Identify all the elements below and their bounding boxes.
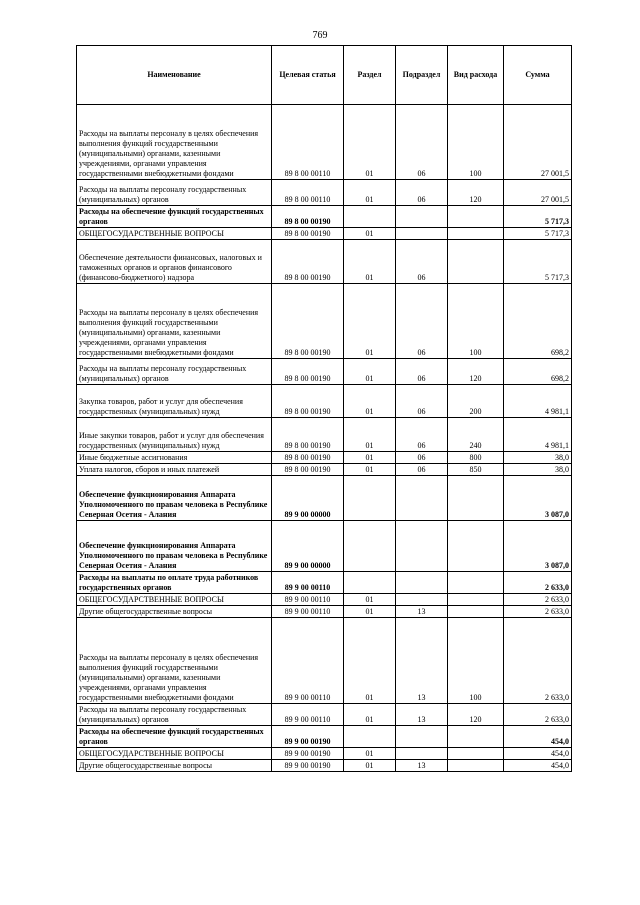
header-section: Раздел — [344, 46, 396, 105]
row-expense-type — [448, 606, 504, 618]
header-expense-type: Вид расхода — [448, 46, 504, 105]
row-target-article: 89 9 00 00110 — [272, 606, 344, 618]
row-subsection: 06 — [396, 284, 448, 359]
row-section: 01 — [344, 240, 396, 284]
row-target-article: 89 9 00 00000 — [272, 521, 344, 572]
row-name: ОБЩЕГОСУДАРСТВЕННЫЕ ВОПРОСЫ — [77, 594, 272, 606]
row-expense-type — [448, 572, 504, 594]
row-subsection: 13 — [396, 760, 448, 772]
row-sum: 454,0 — [504, 760, 572, 772]
row-expense-type: 100 — [448, 284, 504, 359]
row-sum: 5 717,3 — [504, 228, 572, 240]
row-target-article: 89 9 00 00190 — [272, 760, 344, 772]
row-section: 01 — [344, 228, 396, 240]
row-expense-type — [448, 748, 504, 760]
row-expense-type — [448, 594, 504, 606]
row-subsection — [396, 521, 448, 572]
row-subsection — [396, 228, 448, 240]
table-row — [77, 704, 572, 726]
row-subsection — [396, 748, 448, 760]
row-section: 01 — [344, 359, 396, 385]
row-sum: 38,0 — [504, 464, 572, 476]
row-name: Уплата налогов, сборов и иных платежей — [77, 464, 272, 476]
row-subsection — [396, 206, 448, 228]
header-name: Наименование — [77, 46, 272, 105]
row-sum: 4 981,1 — [504, 385, 572, 418]
row-expense-type — [448, 240, 504, 284]
row-target-article: 89 8 00 00190 — [272, 359, 344, 385]
row-expense-type: 100 — [448, 618, 504, 704]
row-subsection: 06 — [396, 418, 448, 452]
row-target-article: 89 8 00 00190 — [272, 418, 344, 452]
row-target-article: 89 8 00 00190 — [272, 452, 344, 464]
row-target-article: 89 8 00 00190 — [272, 385, 344, 418]
table-row — [77, 452, 572, 464]
row-sum: 3 087,0 — [504, 476, 572, 521]
row-expense-type — [448, 521, 504, 572]
row-name: Расходы на выплаты персоналу в целях обеспечения выполнения функций государственными (муниципальными) органами, казенными учреждениями, органами управления государственными внебюджетными фондами — [77, 284, 272, 359]
row-expense-type: 120 — [448, 359, 504, 385]
table-row — [77, 726, 572, 748]
table-row — [77, 521, 572, 572]
row-expense-type — [448, 726, 504, 748]
row-section — [344, 476, 396, 521]
row-sum: 2 633,0 — [504, 594, 572, 606]
budget-table — [76, 45, 572, 772]
row-expense-type: 850 — [448, 464, 504, 476]
row-section: 01 — [344, 284, 396, 359]
row-section: 01 — [344, 180, 396, 206]
row-section: 01 — [344, 760, 396, 772]
row-sum: 2 633,0 — [504, 606, 572, 618]
table-row — [77, 385, 572, 418]
row-subsection — [396, 594, 448, 606]
table-header-row — [77, 46, 572, 105]
row-target-article: 89 9 00 00110 — [272, 704, 344, 726]
row-section: 01 — [344, 748, 396, 760]
row-expense-type: 120 — [448, 704, 504, 726]
row-expense-type — [448, 228, 504, 240]
row-subsection: 13 — [396, 618, 448, 704]
row-target-article: 89 8 00 00110 — [272, 105, 344, 180]
row-subsection: 13 — [396, 606, 448, 618]
table-row — [77, 594, 572, 606]
row-expense-type — [448, 760, 504, 772]
table-row — [77, 760, 572, 772]
row-subsection: 06 — [396, 452, 448, 464]
row-sum: 27 001,5 — [504, 105, 572, 180]
row-section: 01 — [344, 704, 396, 726]
table-body — [77, 105, 572, 772]
row-section — [344, 521, 396, 572]
table-row — [77, 180, 572, 206]
row-section: 01 — [344, 618, 396, 704]
table-row — [77, 618, 572, 704]
row-subsection — [396, 476, 448, 521]
row-section — [344, 572, 396, 594]
row-target-article: 89 8 00 00190 — [272, 206, 344, 228]
row-section: 01 — [344, 418, 396, 452]
row-section: 01 — [344, 606, 396, 618]
row-sum: 2 633,0 — [504, 572, 572, 594]
row-expense-type: 240 — [448, 418, 504, 452]
row-sum: 4 981,1 — [504, 418, 572, 452]
table-row — [77, 359, 572, 385]
row-name: Другие общегосударственные вопросы — [77, 606, 272, 618]
row-name: ОБЩЕГОСУДАРСТВЕННЫЕ ВОПРОСЫ — [77, 228, 272, 240]
row-target-article: 89 8 00 00190 — [272, 284, 344, 359]
row-target-article: 89 8 00 00110 — [272, 180, 344, 206]
row-expense-type: 800 — [448, 452, 504, 464]
row-expense-type: 200 — [448, 385, 504, 418]
row-expense-type: 120 — [448, 180, 504, 206]
row-subsection: 06 — [396, 240, 448, 284]
table-row — [77, 418, 572, 452]
table-row — [77, 572, 572, 594]
table-row — [77, 476, 572, 521]
row-name: Другие общегосударственные вопросы — [77, 760, 272, 772]
header-sum: Сумма — [504, 46, 572, 105]
row-name: Расходы на обеспечение функций государственных органов — [77, 726, 272, 748]
row-target-article: 89 9 00 00110 — [272, 594, 344, 606]
row-name: Расходы на выплаты персоналу в целях обеспечения выполнения функций государственными (муниципальными) органами, казенными учреждениями, органами управления государственными внебюджетными фондами — [77, 105, 272, 180]
row-section: 01 — [344, 385, 396, 418]
row-sum: 2 633,0 — [504, 618, 572, 704]
header-subsection: Подраздел — [396, 46, 448, 105]
table-row — [77, 284, 572, 359]
row-target-article: 89 8 00 00190 — [272, 240, 344, 284]
table-row — [77, 606, 572, 618]
row-subsection — [396, 572, 448, 594]
table-row — [77, 464, 572, 476]
table-row — [77, 206, 572, 228]
row-section: 01 — [344, 464, 396, 476]
row-sum: 38,0 — [504, 452, 572, 464]
table-row — [77, 240, 572, 284]
row-sum: 3 087,0 — [504, 521, 572, 572]
row-name: Расходы на выплаты персоналу государственных (муниципальных) органов — [77, 359, 272, 385]
row-expense-type: 100 — [448, 105, 504, 180]
row-target-article: 89 9 00 00000 — [272, 476, 344, 521]
header-target-article: Целевая статья — [272, 46, 344, 105]
row-name: Иные бюджетные ассигнования — [77, 452, 272, 464]
row-expense-type — [448, 206, 504, 228]
row-section: 01 — [344, 594, 396, 606]
row-subsection: 06 — [396, 180, 448, 206]
row-subsection: 06 — [396, 385, 448, 418]
row-name: Закупка товаров, работ и услуг для обеспечения государственных (муниципальных) нужд — [77, 385, 272, 418]
row-target-article: 89 9 00 00190 — [272, 748, 344, 760]
row-name: Обеспечение функционирования Аппарата Уполномоченного по правам человека в Республике Северная Осетия - Алания — [77, 476, 272, 521]
row-sum: 5 717,3 — [504, 206, 572, 228]
row-target-article: 89 8 00 00190 — [272, 228, 344, 240]
row-subsection: 06 — [396, 359, 448, 385]
row-subsection: 06 — [396, 464, 448, 476]
row-name: Расходы на выплаты по оплате труда работников государственных органов — [77, 572, 272, 594]
row-target-article: 89 9 00 00190 — [272, 726, 344, 748]
row-target-article: 89 9 00 00110 — [272, 572, 344, 594]
row-sum: 698,2 — [504, 359, 572, 385]
table-row — [77, 228, 572, 240]
table-row — [77, 748, 572, 760]
row-sum: 2 633,0 — [504, 704, 572, 726]
row-section: 01 — [344, 452, 396, 464]
page-number: 769 — [312, 30, 328, 41]
row-sum: 698,2 — [504, 284, 572, 359]
row-section — [344, 726, 396, 748]
row-name: Расходы на выплаты персоналу в целях обеспечения выполнения функций государственными (муниципальными) органами, казенными учреждениями, органами управления государственными внебюджетными фондами — [77, 618, 272, 704]
row-name: Обеспечение деятельности финансовых, налоговых и таможенных органов и органов финансового (финансово-бюджетного) надзора — [77, 240, 272, 284]
row-expense-type — [448, 476, 504, 521]
row-target-article: 89 8 00 00190 — [272, 464, 344, 476]
row-sum: 5 717,3 — [504, 240, 572, 284]
row-sum: 454,0 — [504, 748, 572, 760]
table-row — [77, 105, 572, 180]
row-sum: 27 001,5 — [504, 180, 572, 206]
row-subsection — [396, 726, 448, 748]
row-name: Обеспечение функционирования Аппарата Уполномоченного по правам человека в Республике Северная Осетия - Алания — [77, 521, 272, 572]
row-name: Иные закупки товаров, работ и услуг для обеспечения государственных (муниципальных) нужд — [77, 418, 272, 452]
row-name: ОБЩЕГОСУДАРСТВЕННЫЕ ВОПРОСЫ — [77, 748, 272, 760]
row-name: Расходы на обеспечение функций государственных органов — [77, 206, 272, 228]
row-section — [344, 206, 396, 228]
row-name: Расходы на выплаты персоналу государственных (муниципальных) органов — [77, 180, 272, 206]
row-target-article: 89 9 00 00110 — [272, 618, 344, 704]
row-subsection: 06 — [396, 105, 448, 180]
row-section: 01 — [344, 105, 396, 180]
row-sum: 454,0 — [504, 726, 572, 748]
row-name: Расходы на выплаты персоналу государственных (муниципальных) органов — [77, 704, 272, 726]
row-subsection: 13 — [396, 704, 448, 726]
